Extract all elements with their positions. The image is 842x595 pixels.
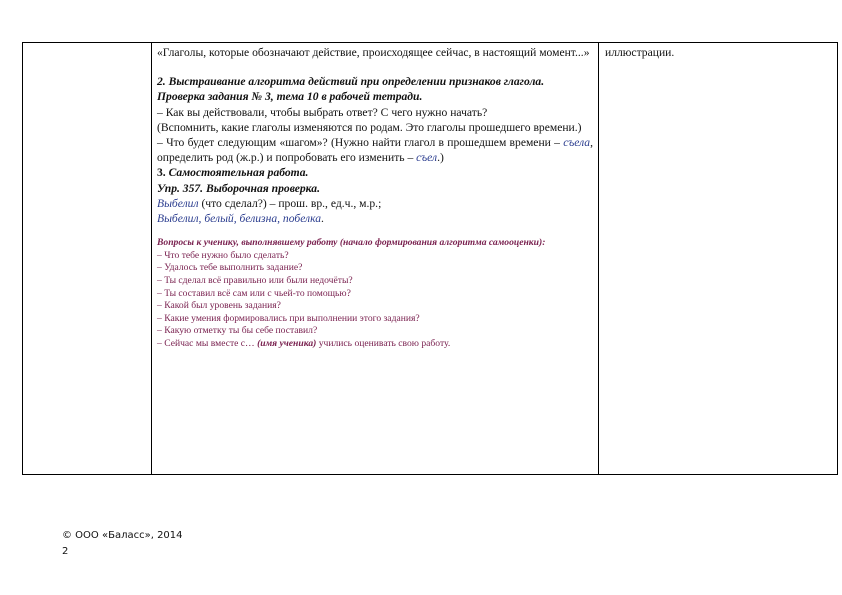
page-number: 2 <box>62 546 69 557</box>
question-2-end: .) <box>437 151 444 165</box>
step3-number: 3. <box>157 166 166 180</box>
questions-title: Вопросы к ученику, выполнявшему работу (начало формирования алгоритма самооценки): <box>157 237 546 249</box>
lesson-content-cell <box>152 43 599 475</box>
list-item: – Что тебе нужно было сделать? <box>157 249 289 261</box>
step3-heading <box>157 165 593 180</box>
last-question-part1: – Сейчас мы вместе с… <box>157 337 258 349</box>
footer-copyright: © ООО «Баласс», 2014 <box>62 530 183 541</box>
examples-dot: . <box>321 212 324 226</box>
exercise-line: Упр. 357. Выборочная проверка. <box>157 181 320 195</box>
word-sela: съела <box>563 136 591 150</box>
list-item: – Ты сделал всё правильно или были недочёты? <box>157 275 353 287</box>
example-word: Выбелил <box>157 196 199 210</box>
illustrations-text: иллюстрации. <box>605 46 675 59</box>
word-sel: съел <box>416 151 438 165</box>
step2-title: 2. Выстраивание алгоритма действий при определении признаков глагола. <box>157 75 545 89</box>
question-1: – Как вы действовали, чтобы выбрать ответ? С чего нужно начать? <box>157 105 488 119</box>
illustrations-cell <box>599 43 838 475</box>
check-task: Проверка задания № 3, тема 10 в рабочей тетради. <box>157 90 423 104</box>
list-item: – Ты составил всё сам или с чьей-то помощью? <box>157 287 351 299</box>
list-item: – Какую отметку ты бы себе поставил? <box>157 325 318 337</box>
question-list <box>157 250 593 351</box>
question-2-part1: – Что будет следующим «шагом»? (Нужно найти глагол в прошедшем времени – <box>157 136 560 150</box>
last-question-part2: учились оценивать свою работу. <box>316 337 451 349</box>
quote-line: «Глаголы, которые обозначают действие, происходящее сейчас, в настоящий момент...» <box>157 46 590 59</box>
example-rest: (что сделал?) – прош. вр., ед.ч., м.р.; <box>201 196 382 210</box>
example-line <box>157 196 593 211</box>
empty-left-cell <box>23 43 152 475</box>
last-question-italic: (имя ученика) <box>257 337 317 349</box>
lesson-table <box>22 42 838 475</box>
list-item <box>157 338 593 351</box>
table-row <box>23 43 838 475</box>
list-item: – Какой был уровень задания? <box>157 300 281 312</box>
answer-1: (Вспомнить, какие глаголы изменяются по родам. Это глаголы прошедшего времени.) <box>157 120 582 134</box>
question-2-part2: , определить род (ж.р.) и попробовать его изменить – <box>157 136 593 165</box>
examples-words: Выбелил, белый, белизна, побелка <box>157 212 322 226</box>
list-item: – Какие умения формировались при выполнении этого задания? <box>157 312 420 324</box>
list-item: – Удалось тебе выполнить задание? <box>157 262 303 274</box>
question-2 <box>157 135 593 165</box>
examples-words-line <box>157 211 593 226</box>
step3-title: Самостоятельная работа. <box>168 166 309 180</box>
